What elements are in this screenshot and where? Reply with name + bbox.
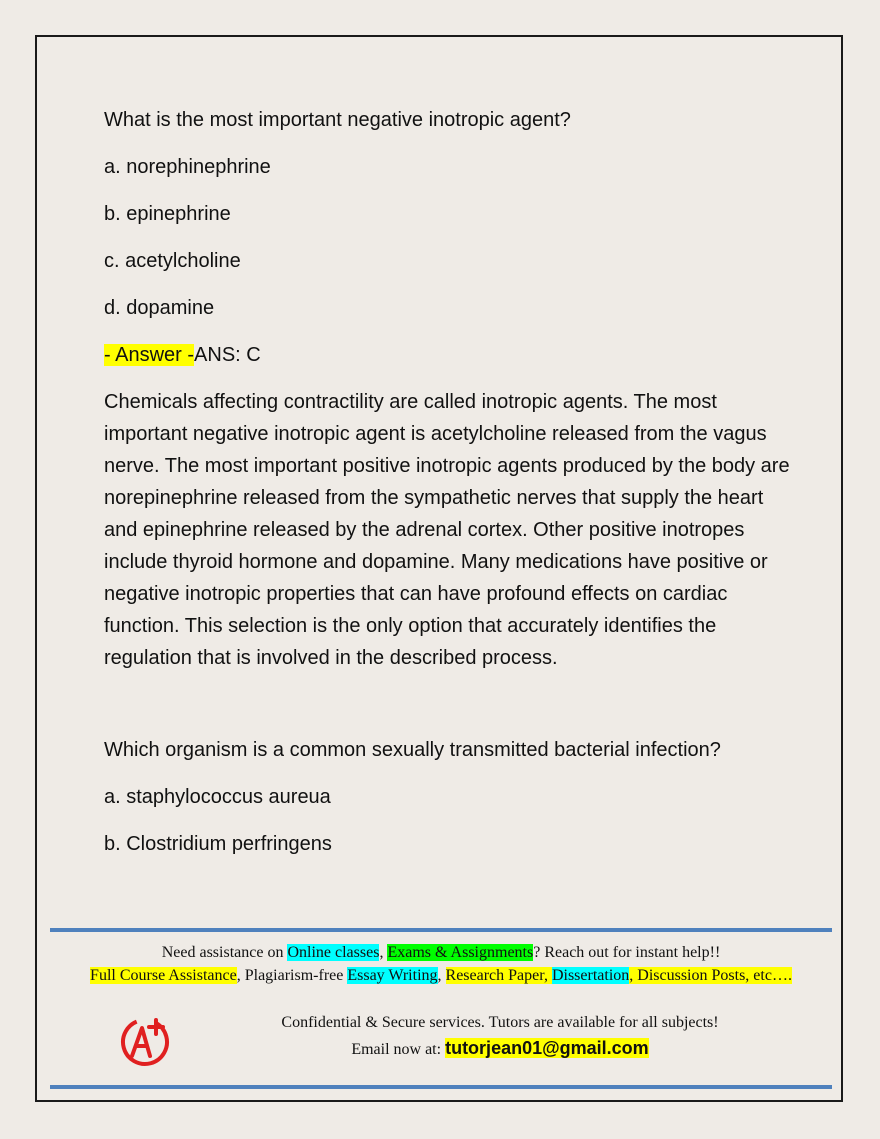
footer-top-rule <box>50 928 832 932</box>
answer-label: - Answer - <box>104 344 195 366</box>
footer-line-4 <box>160 1038 840 1059</box>
online-classes-link: Online classes <box>287 944 380 961</box>
email-link[interactable]: tutorjean01@gmail.com <box>445 1038 649 1058</box>
footer-bottom-rule <box>50 1085 832 1089</box>
question-2-option-a: a. staphylococcus aureua <box>104 786 331 808</box>
document-body <box>104 104 794 875</box>
footer-text: , <box>437 967 446 984</box>
question-1-option-d: d. dopamine <box>104 297 215 319</box>
email-label: Email now at: <box>351 1041 446 1058</box>
footer-line-1 <box>50 944 832 962</box>
dissertation: Dissertation <box>551 967 630 984</box>
question-1-answer <box>104 339 794 371</box>
footer-text: , Plagiarism-free <box>236 967 348 984</box>
question-1-explanation: Chemicals affecting contractility are called inotropic agents. The most important negative inotropic agent is acetylcholine released from the vagus nerve. The most important positive inotropic agents produced by the body are norepinephrine released from the sympathetic nerves that supply the heart and epinephrine released by the adrenal cortex. Other positive inotropes include thyroid hormone and dopamine. Many medications have positive or negative inotropic properties that can have profound effects on cardiac function. This selection is the only option that accurately identifies the regulation that is involved in the described process. <box>104 391 790 669</box>
exams-assignments-link: Exams & Assignments <box>387 944 534 961</box>
footer-line-3: Confidential & Secure services. Tutors are available for all subjects! <box>281 1014 719 1031</box>
research-paper: Research Paper, <box>445 967 552 984</box>
question-1-option-a: a. norephinephrine <box>104 156 271 178</box>
footer-text: ? Reach out for instant help!! <box>533 944 721 961</box>
question-1-option-b: b. epinephrine <box>104 203 231 225</box>
footer-text: , <box>379 944 388 961</box>
discussion-posts: , Discussion Posts, etc…. <box>629 967 792 984</box>
question-2-option-b: b. Clostridium perfringens <box>104 833 332 855</box>
question-1-option-c: c. acetylcholine <box>104 250 241 272</box>
question-2-stem: Which organism is a common sexually transmitted bacterial infection? <box>104 739 721 761</box>
answer-value: ANS: C <box>194 344 261 366</box>
full-course-assistance: Full Course Assistance <box>90 967 237 984</box>
footer-text: Need assistance on <box>161 944 288 961</box>
footer-line-2 <box>50 967 832 985</box>
question-1-stem: What is the most important negative inotropic agent? <box>104 109 571 131</box>
essay-writing: Essay Writing <box>347 967 438 984</box>
